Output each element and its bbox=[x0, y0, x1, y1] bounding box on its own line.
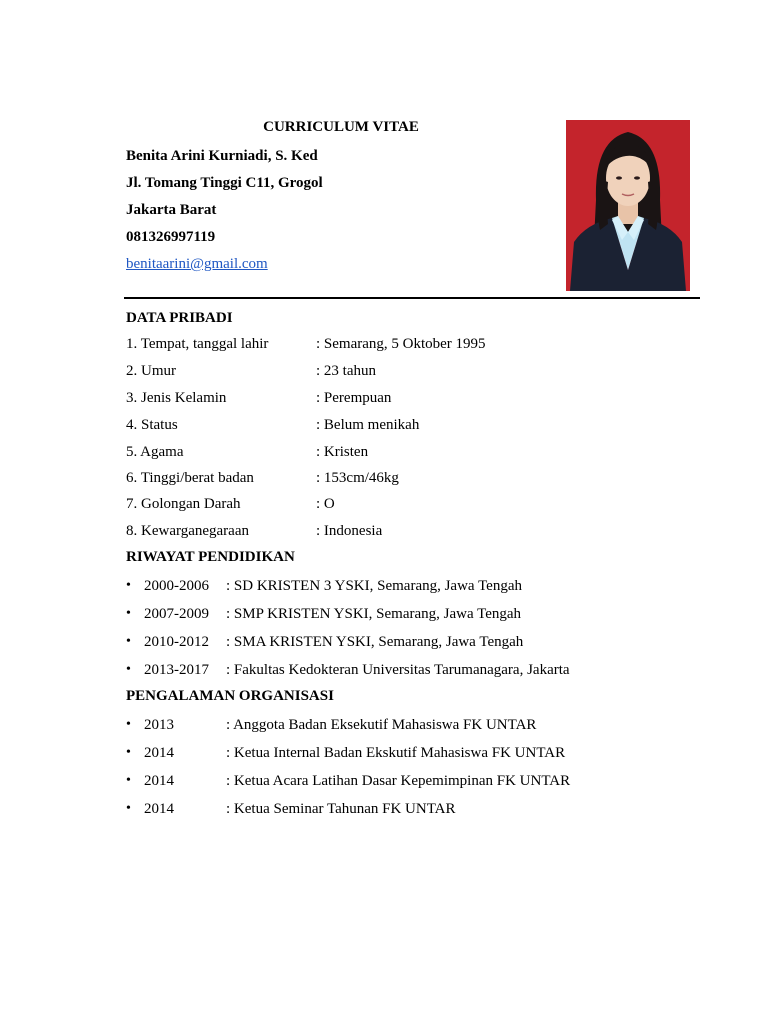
personal-value: : Belum menikah bbox=[316, 417, 420, 433]
education-year: 2013-2017 bbox=[144, 662, 209, 678]
organization-year: 2013 bbox=[144, 717, 174, 733]
personal-label: 4. Status bbox=[126, 417, 178, 433]
personal-label: 1. Tempat, tanggal lahir bbox=[126, 336, 269, 352]
personal-value: : 153cm/46kg bbox=[316, 470, 399, 486]
personal-label: 2. Umur bbox=[126, 363, 176, 379]
education-desc: : SMA KRISTEN YSKI, Semarang, Jawa Tengah bbox=[226, 634, 524, 650]
personal-row bbox=[126, 390, 686, 410]
bullet-icon: • bbox=[126, 745, 131, 760]
organization-item bbox=[126, 773, 726, 793]
personal-value: : Indonesia bbox=[316, 523, 383, 539]
bullet-icon: • bbox=[126, 634, 131, 649]
personal-label: 6. Tinggi/berat badan bbox=[126, 470, 254, 486]
personal-value: : 23 tahun bbox=[316, 363, 376, 379]
personal-row bbox=[126, 523, 686, 543]
education-desc: : SD KRISTEN 3 YSKI, Semarang, Jawa Tengah bbox=[226, 578, 522, 594]
organization-desc: : Ketua Seminar Tahunan FK UNTAR bbox=[226, 801, 456, 817]
education-item bbox=[126, 634, 726, 654]
address-line-1: Jl. Tomang Tinggi C11, Grogol bbox=[126, 175, 323, 191]
personal-row bbox=[126, 336, 686, 356]
section-pendidikan-heading: RIWAYAT PENDIDIKAN bbox=[126, 549, 295, 565]
personal-row bbox=[126, 417, 686, 437]
organization-desc: : Ketua Acara Latihan Dasar Kepemimpinan FK UNTAR bbox=[226, 773, 571, 789]
bullet-icon: • bbox=[126, 662, 131, 677]
personal-row bbox=[126, 496, 686, 516]
phone-number: 081326997119 bbox=[126, 229, 216, 245]
profile-photo bbox=[566, 120, 690, 291]
personal-value: : O bbox=[316, 496, 335, 512]
education-item bbox=[126, 662, 726, 682]
personal-label: 8. Kewarganegaraan bbox=[126, 523, 249, 539]
education-desc: : SMP KRISTEN YSKI, Semarang, Jawa Tengah bbox=[226, 606, 522, 622]
personal-label: 7. Golongan Darah bbox=[126, 496, 241, 512]
education-item bbox=[126, 606, 726, 626]
personal-label: 5. Agama bbox=[126, 444, 184, 460]
document-title: CURRICULUM VITAE bbox=[263, 119, 419, 135]
education-item bbox=[126, 578, 726, 598]
applicant-name: Benita Arini Kurniadi, S. Ked bbox=[126, 148, 318, 164]
education-year: 2010-2012 bbox=[144, 634, 209, 650]
bullet-icon: • bbox=[126, 578, 131, 593]
organization-desc: : Anggota Badan Eksekutif Mahasiswa FK UNTAR bbox=[226, 717, 537, 733]
organization-item bbox=[126, 717, 726, 737]
personal-row bbox=[126, 444, 686, 464]
bullet-icon: • bbox=[126, 773, 131, 788]
personal-row bbox=[126, 363, 686, 383]
bullet-icon: • bbox=[126, 801, 131, 816]
education-year: 2007-2009 bbox=[144, 606, 209, 622]
education-desc: : Fakultas Kedokteran Universitas Tarumanagara, Jakarta bbox=[226, 662, 570, 678]
organization-item bbox=[126, 745, 726, 765]
personal-row bbox=[126, 470, 686, 490]
bullet-icon: • bbox=[126, 606, 131, 621]
organization-year: 2014 bbox=[144, 801, 174, 817]
personal-label: 3. Jenis Kelamin bbox=[126, 390, 227, 406]
organization-year: 2014 bbox=[144, 745, 174, 761]
section-organisasi-heading: PENGALAMAN ORGANISASI bbox=[126, 688, 334, 704]
education-year: 2000-2006 bbox=[144, 578, 209, 594]
personal-value: : Kristen bbox=[316, 444, 369, 460]
bullet-icon: • bbox=[126, 717, 131, 732]
address-line-2: Jakarta Barat bbox=[126, 202, 217, 218]
organization-desc: : Ketua Internal Badan Ekskutif Mahasiswa FK UNTAR bbox=[226, 745, 566, 761]
email-link[interactable]: benitaarini@gmail.com bbox=[126, 256, 268, 272]
header-divider bbox=[124, 297, 700, 299]
organization-year: 2014 bbox=[144, 773, 174, 789]
section-data-pribadi-heading: DATA PRIBADI bbox=[126, 310, 233, 326]
personal-value: : Semarang, 5 Oktober 1995 bbox=[316, 336, 486, 352]
personal-value: : Perempuan bbox=[316, 390, 392, 406]
organization-item bbox=[126, 801, 726, 821]
